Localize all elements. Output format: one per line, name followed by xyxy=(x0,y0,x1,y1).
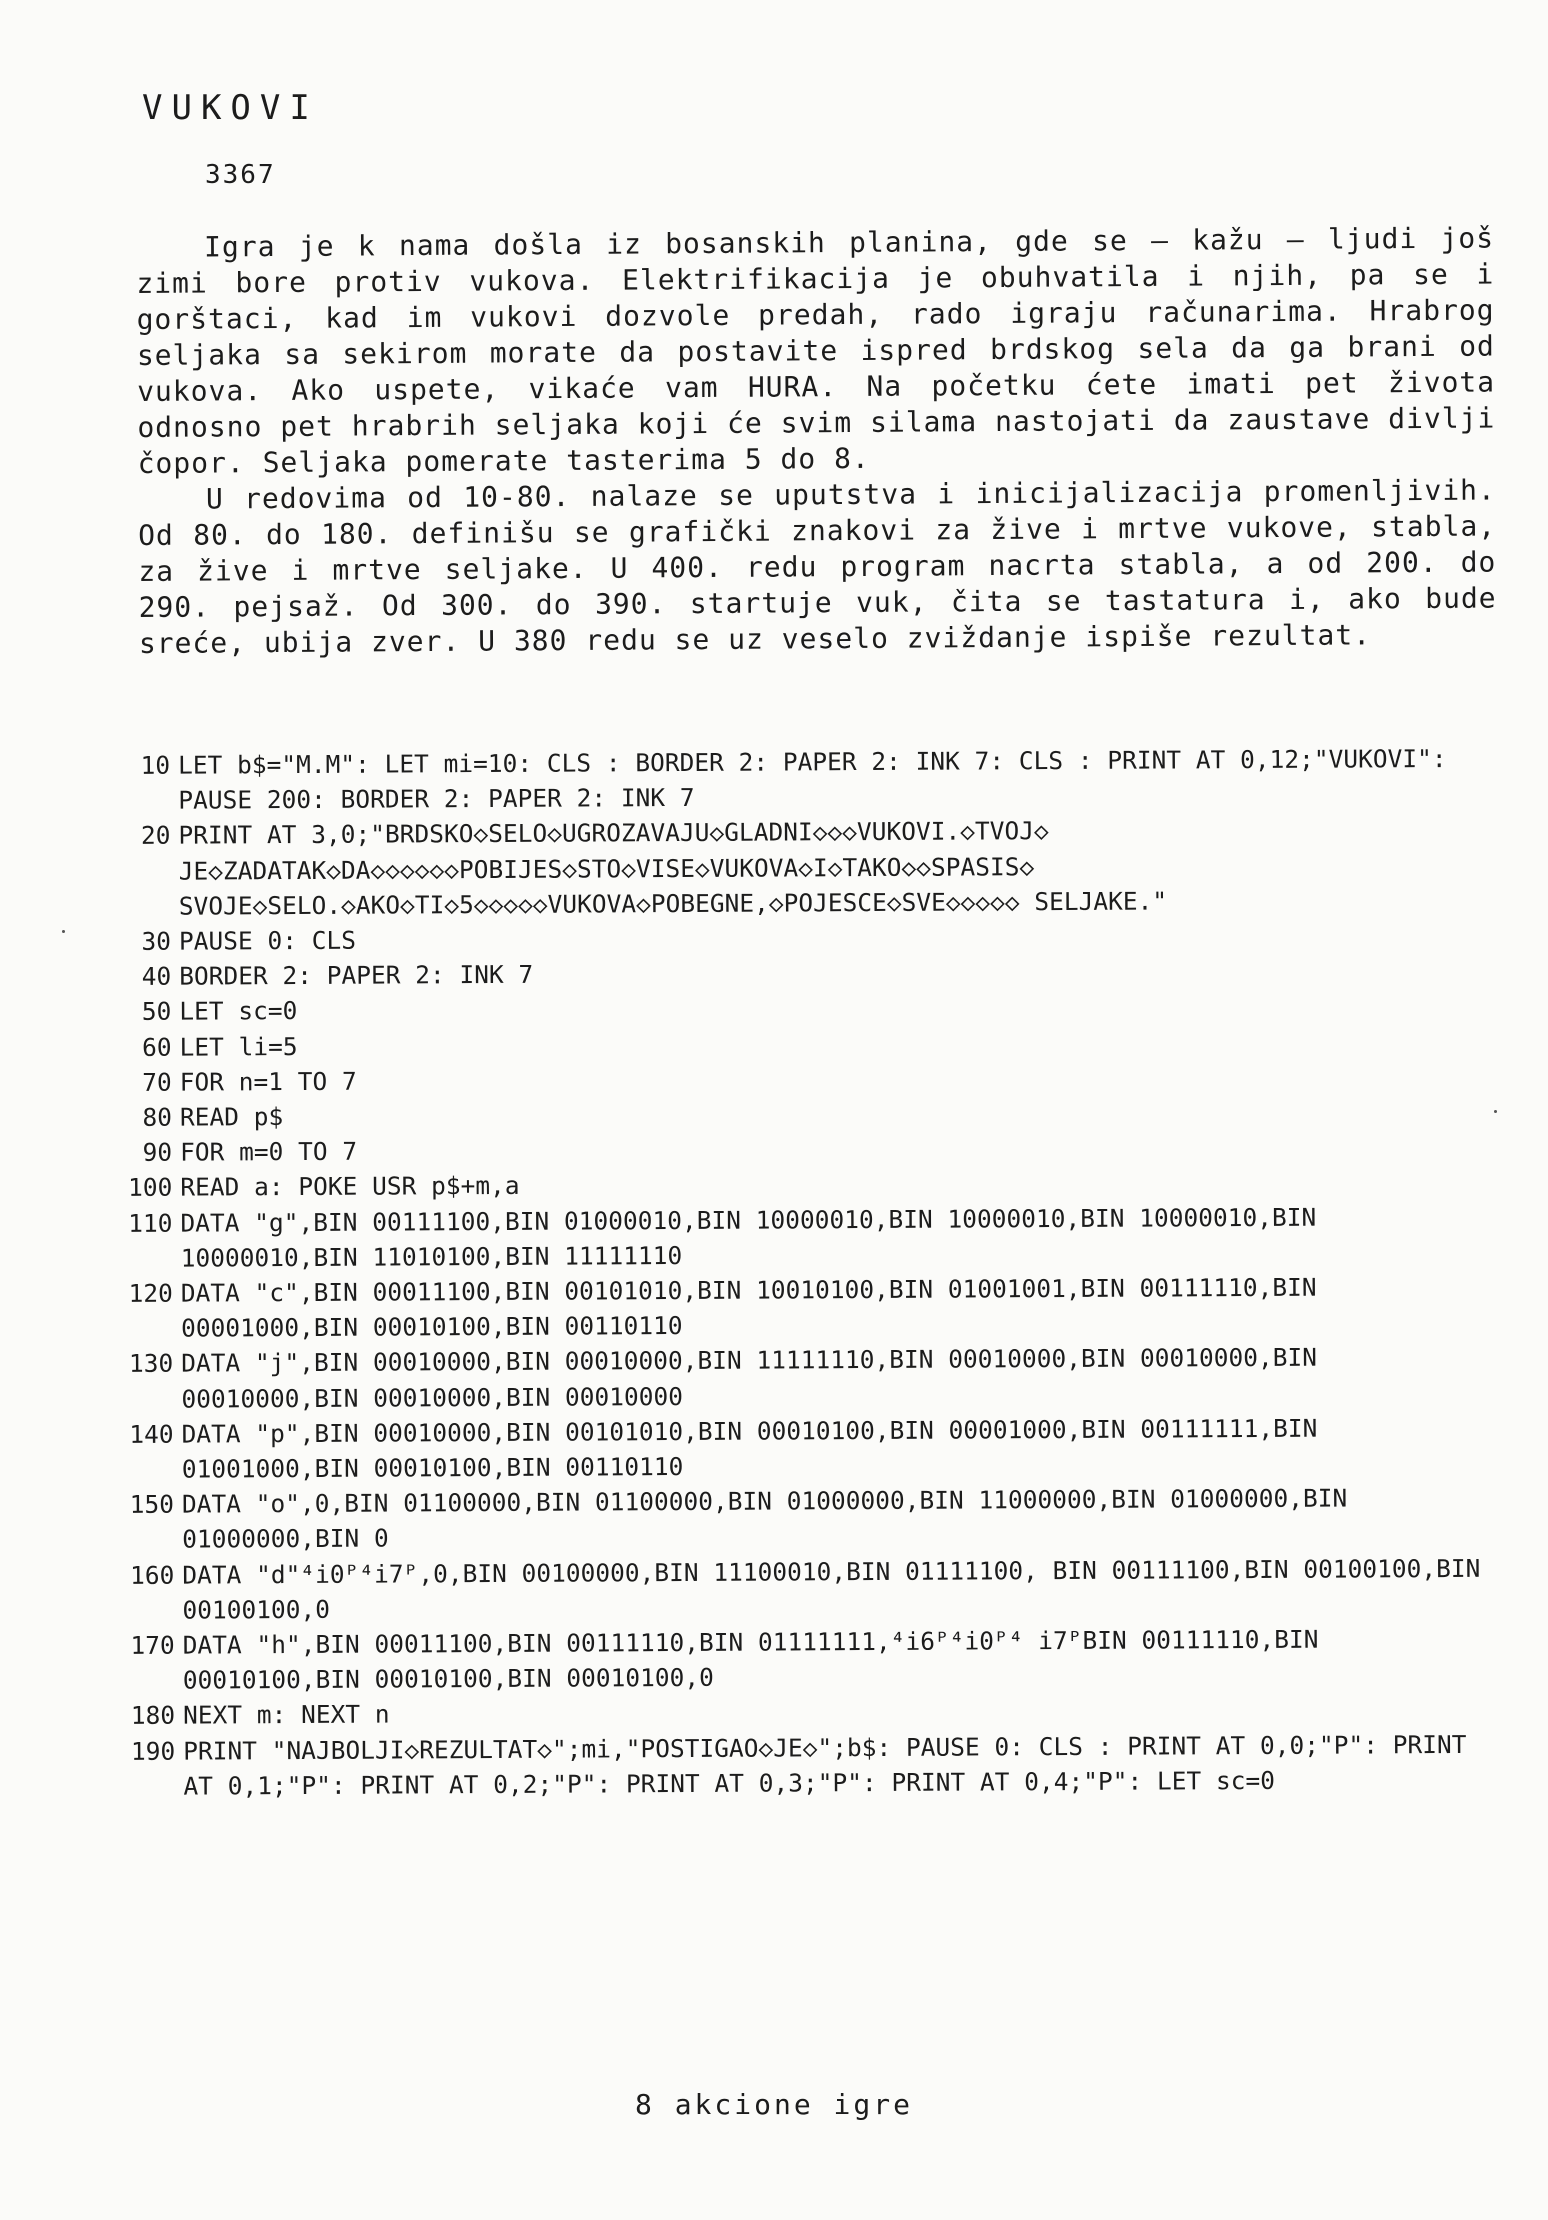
code-line xyxy=(114,1480,1514,1558)
code-line xyxy=(115,1621,1515,1699)
code-line xyxy=(113,1269,1513,1347)
code-statement: DATA "o",0,BIN 01100000,BIN 01100000,BIN 01000000,BIN 11000000,BIN 01000000,BIN 01000000,BIN 0 xyxy=(181,1483,1363,1555)
paragraph: Igra je k nama došla iz bosanskih planina, gde se – kažu – ljudi još zimi bore protiv vukova. Elektrifikacija je obuhvatila i njih, pa se i gorštaci, kad im vukovi dozvole predah, rado igraju računarima. Hrabrog seljaka sa sekirom morate da postavite ispred brdskog sela da ga brani od vukova. Ako uspete, vikaće vam HURA. Na početku ćete imati pet života odnosno pet hrabrih seljaka koji će svim silama nastojati da zaustave divlji čopor. Seljaka pomerate tasterima 5 do 8. xyxy=(136,221,1496,480)
code-statement: FOR n=1 TO 7 xyxy=(179,1066,357,1097)
line-number: 50 xyxy=(141,997,172,1027)
page-footer: 8 akcione igre xyxy=(634,2088,913,2121)
line-number: 100 xyxy=(127,1173,173,1203)
line-number: 160 xyxy=(129,1560,175,1590)
code-statement: READ p$ xyxy=(179,1102,284,1132)
line-number: 190 xyxy=(130,1736,176,1766)
line-number: 20 xyxy=(140,821,171,851)
code-line xyxy=(115,1726,1515,1804)
code-line xyxy=(114,1550,1514,1628)
code-statement: LET li=5 xyxy=(179,1031,298,1062)
code-statement: DATA "c",BIN 00011100,BIN 00101010,BIN 10010100,BIN 01001001,BIN 00111110,BIN 00001000,BIN 00010100,BIN 00110110 xyxy=(180,1272,1332,1343)
line-number: 30 xyxy=(141,926,172,956)
code-line xyxy=(113,1339,1513,1417)
code-statement: PRINT AT 3,0;"BRDSKO◇SELO◇UGROZAVAJU◇GLADNI◇◇◇VUKOVI.◇TVOJ◇ JE◇ZADATAK◇DA◇◇◇◇◇◇POBIJES◇STO◇VISE◇VUKOVA◇I◇TAKO◇◇SPASIS◇ SVOJE◇SELO.◇AKO◇TI◇5◇◇◇◇◇VUKOVA◇POBEGNE,◇POJESCE◇SVE◇◇◇◇◇ SELJAKE." xyxy=(178,816,1168,921)
scan-speck xyxy=(1494,1110,1497,1113)
code-statement: DATA "g",BIN 00111100,BIN 01000010,BIN 10000010,BIN 10000010,BIN 10000010,BIN 10000010,BIN 11010100,BIN 11111110 xyxy=(180,1202,1332,1273)
line-number: 120 xyxy=(128,1278,173,1308)
code-statement: DATA "p",BIN 00010000,BIN 00101010,BIN 00010100,BIN 00001000,BIN 00111111,BIN 01001000,BIN 00010100,BIN 00110110 xyxy=(181,1413,1333,1484)
code-line xyxy=(112,1198,1512,1276)
code-statement: READ a: POKE USR p$+m,a xyxy=(180,1171,520,1203)
code-statement: PRINT "NAJBOLJI◇REZULTAT◇";mi,"POSTIGAO◇JE◇";b$: PAUSE 0: CLS : PRINT AT 0,0;"P": PRINT AT 0,1;"P": PRINT AT 0,2;"P": PRINT AT 0,3;"P": PRINT AT 0,4;"P": LET sc=0 xyxy=(183,1729,1482,1801)
line-number: 150 xyxy=(129,1489,175,1520)
line-number: 180 xyxy=(130,1701,176,1731)
code-statement: NEXT m: NEXT n xyxy=(182,1700,390,1731)
line-number: 170 xyxy=(130,1630,175,1660)
code-statement: DATA "d"⁴i0ᴾ⁴i7ᴾ,0,BIN 00100000,BIN 11100010,BIN 01111100, BIN 00111100,BIN 00100100,BIN 00100100,0 xyxy=(182,1553,1496,1625)
code-line xyxy=(114,1410,1514,1488)
code-statement: FOR m=0 TO 7 xyxy=(180,1136,358,1167)
line-number: 140 xyxy=(129,1419,174,1449)
basic-code-listing xyxy=(110,741,1516,1804)
code-statement: BORDER 2: PAPER 2: INK 7 xyxy=(179,960,534,991)
page-title: VUKOVI xyxy=(142,88,319,128)
scan-speck xyxy=(62,930,65,933)
line-number: 60 xyxy=(141,1032,172,1062)
code-line xyxy=(110,811,1511,924)
line-number: 80 xyxy=(142,1102,173,1132)
paragraph: U redovima od 10-80. nalaze se uputstva i inicijalizacija promenljivih. Od 80. do 180. definišu se grafički znakovi za žive i mrtve vukove, stabla, za žive i mrtve seljake. U 400. redu program nacrta stabla, a od 200. do 290. pejsaž. Od 300. do 390. startuje vuk, čita se tastatura i, ako bude sreće, ubija zver. U 380 redu se uz veselo zviždanje ispiše rezultat. xyxy=(138,473,1497,660)
code-statement: DATA "j",BIN 00010000,BIN 00010000,BIN 11111110,BIN 00010000,BIN 00010000,BIN 00010000,BIN 00010000,BIN 00010000 xyxy=(181,1343,1332,1414)
code-statement: LET b$="M.M": LET mi=10: CLS : BORDER 2: PAPER 2: INK 7: CLS : PRINT AT 0,12;"VUKOVI": PAUSE 200: BORDER 2: PAPER 2: INK 7 xyxy=(178,743,1462,815)
code-statement: DATA "h",BIN 00011100,BIN 00111110,BIN 01111111,⁴i6ᴾ⁴i0ᴾ⁴ i7ᴾBIN 00111110,BIN 00010100,BIN 00010100,BIN 00010100,0 xyxy=(182,1624,1334,1695)
code-line xyxy=(110,741,1510,819)
line-number: 40 xyxy=(141,961,172,992)
line-number: 90 xyxy=(142,1137,173,1168)
code-statement: LET sc=0 xyxy=(179,996,298,1027)
code-statement: PAUSE 0: CLS xyxy=(178,925,357,956)
program-number: 3367 xyxy=(205,160,276,190)
line-number: 70 xyxy=(142,1067,172,1097)
line-number: 110 xyxy=(128,1208,173,1238)
line-number: 130 xyxy=(128,1349,174,1379)
description-text xyxy=(136,221,1497,662)
line-number: 10 xyxy=(140,750,171,780)
